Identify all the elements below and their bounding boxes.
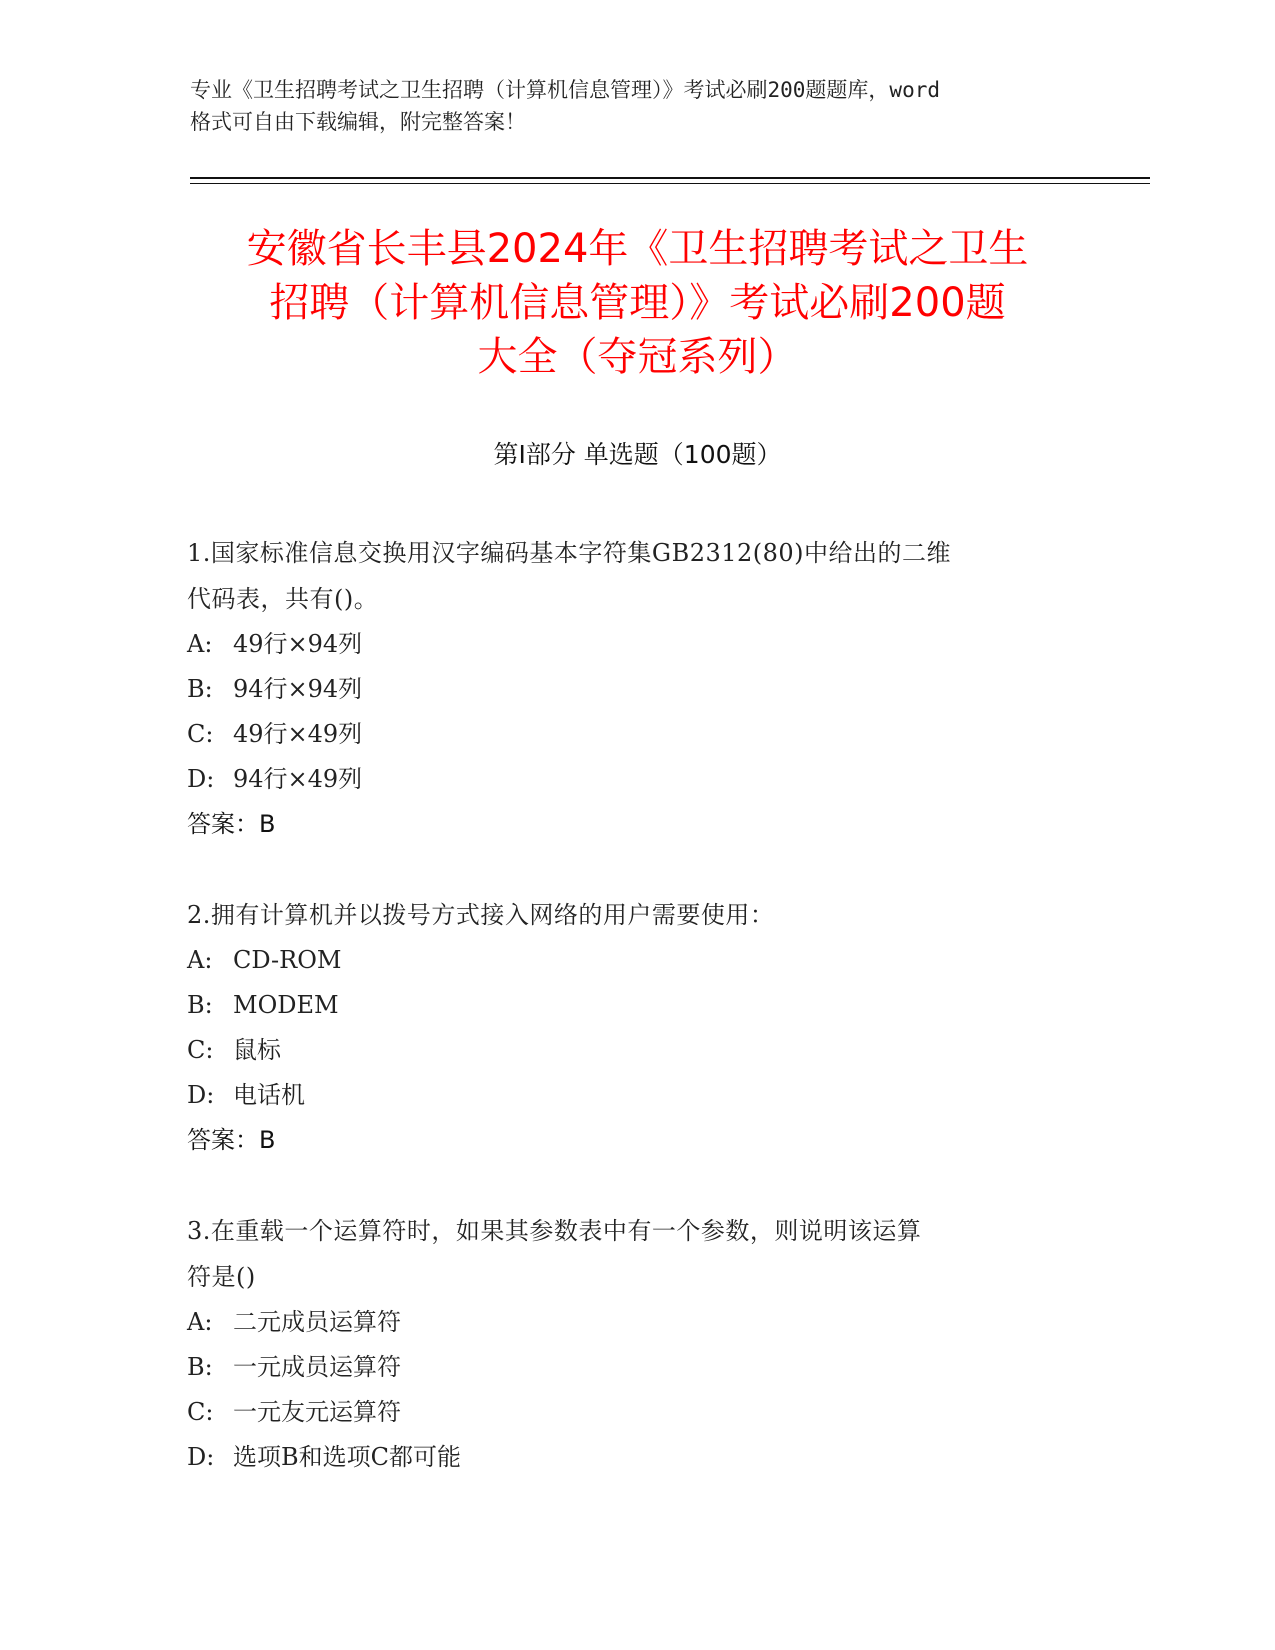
option-b — [187, 1345, 1067, 1390]
option-letter: B: — [187, 991, 213, 1019]
question-stem: 2.拥有计算机并以拨号方式接入网络的用户需要使用： — [187, 901, 775, 929]
option-text: 一元友元运算符 — [233, 1398, 401, 1426]
option-a — [187, 622, 1067, 667]
header-rule-thin — [190, 183, 1150, 184]
option-text: 49行×49列 — [233, 720, 363, 748]
option-letter: C: — [187, 1036, 214, 1064]
option-a — [187, 1300, 1067, 1345]
option-text: CD-ROM — [233, 946, 342, 974]
option-text: 选项B和选项C都可能 — [233, 1443, 461, 1471]
question-stem-cont: 代码表，共有()。 — [187, 585, 379, 613]
header-note-line1: 专业《卫生招聘考试之卫生招聘（计算机信息管理）》考试必刷200题题库，word — [190, 78, 940, 102]
option-letter: D: — [187, 1081, 215, 1109]
option-letter: B: — [187, 675, 213, 703]
option-text: MODEM — [233, 991, 339, 1019]
option-text: 49行×94列 — [233, 630, 363, 658]
option-b — [187, 983, 1067, 1028]
option-c — [187, 1028, 1067, 1073]
option-b — [187, 667, 1067, 712]
question-stem: 3.在重载一个运算符时，如果其参数表中有一个参数，则说明该运算 — [187, 1217, 922, 1245]
option-d — [187, 1073, 1067, 1118]
option-letter: A: — [187, 630, 213, 658]
question-2 — [187, 892, 1067, 1163]
option-a — [187, 938, 1067, 983]
option-text: 电话机 — [233, 1081, 305, 1109]
option-letter: A: — [187, 1308, 213, 1336]
option-letter: C: — [187, 720, 214, 748]
option-c — [187, 712, 1067, 757]
answer: 答案：B — [187, 1126, 276, 1154]
question-stem-cont: 符是() — [187, 1263, 256, 1291]
title-line1: 安徽省长丰县2024年《卫生招聘考试之卫生 — [246, 226, 1029, 272]
option-letter: B: — [187, 1353, 213, 1381]
header-note-line2: 格式可自由下载编辑，附完整答案！ — [190, 110, 526, 134]
question-stem: 1.国家标准信息交换用汉字编码基本字符集GB2312(80)中给出的二维 — [187, 539, 952, 567]
question-3 — [187, 1208, 1067, 1480]
document-title — [150, 222, 1125, 384]
option-c — [187, 1390, 1067, 1435]
question-1 — [187, 530, 1067, 847]
option-text: 一元成员运算符 — [233, 1353, 401, 1381]
header-note — [190, 74, 1090, 138]
option-letter: A: — [187, 946, 213, 974]
question-list — [187, 530, 1067, 1525]
option-letter: D: — [187, 1443, 215, 1471]
header-rule-thick — [190, 177, 1150, 179]
title-line3: 大全（夺冠系列） — [477, 334, 798, 380]
answer: 答案：B — [187, 810, 276, 838]
option-d — [187, 757, 1067, 802]
section-title: 第Ⅰ部分 单选题（100题） — [493, 440, 782, 469]
option-letter: C: — [187, 1398, 214, 1426]
option-letter: D: — [187, 765, 215, 793]
option-d — [187, 1435, 1067, 1480]
option-text: 94行×94列 — [233, 675, 363, 703]
option-text: 94行×49列 — [233, 765, 363, 793]
option-text: 二元成员运算符 — [233, 1308, 401, 1336]
option-text: 鼠标 — [233, 1036, 281, 1064]
title-line2: 招聘（计算机信息管理）》考试必刷200题 — [269, 280, 1006, 326]
